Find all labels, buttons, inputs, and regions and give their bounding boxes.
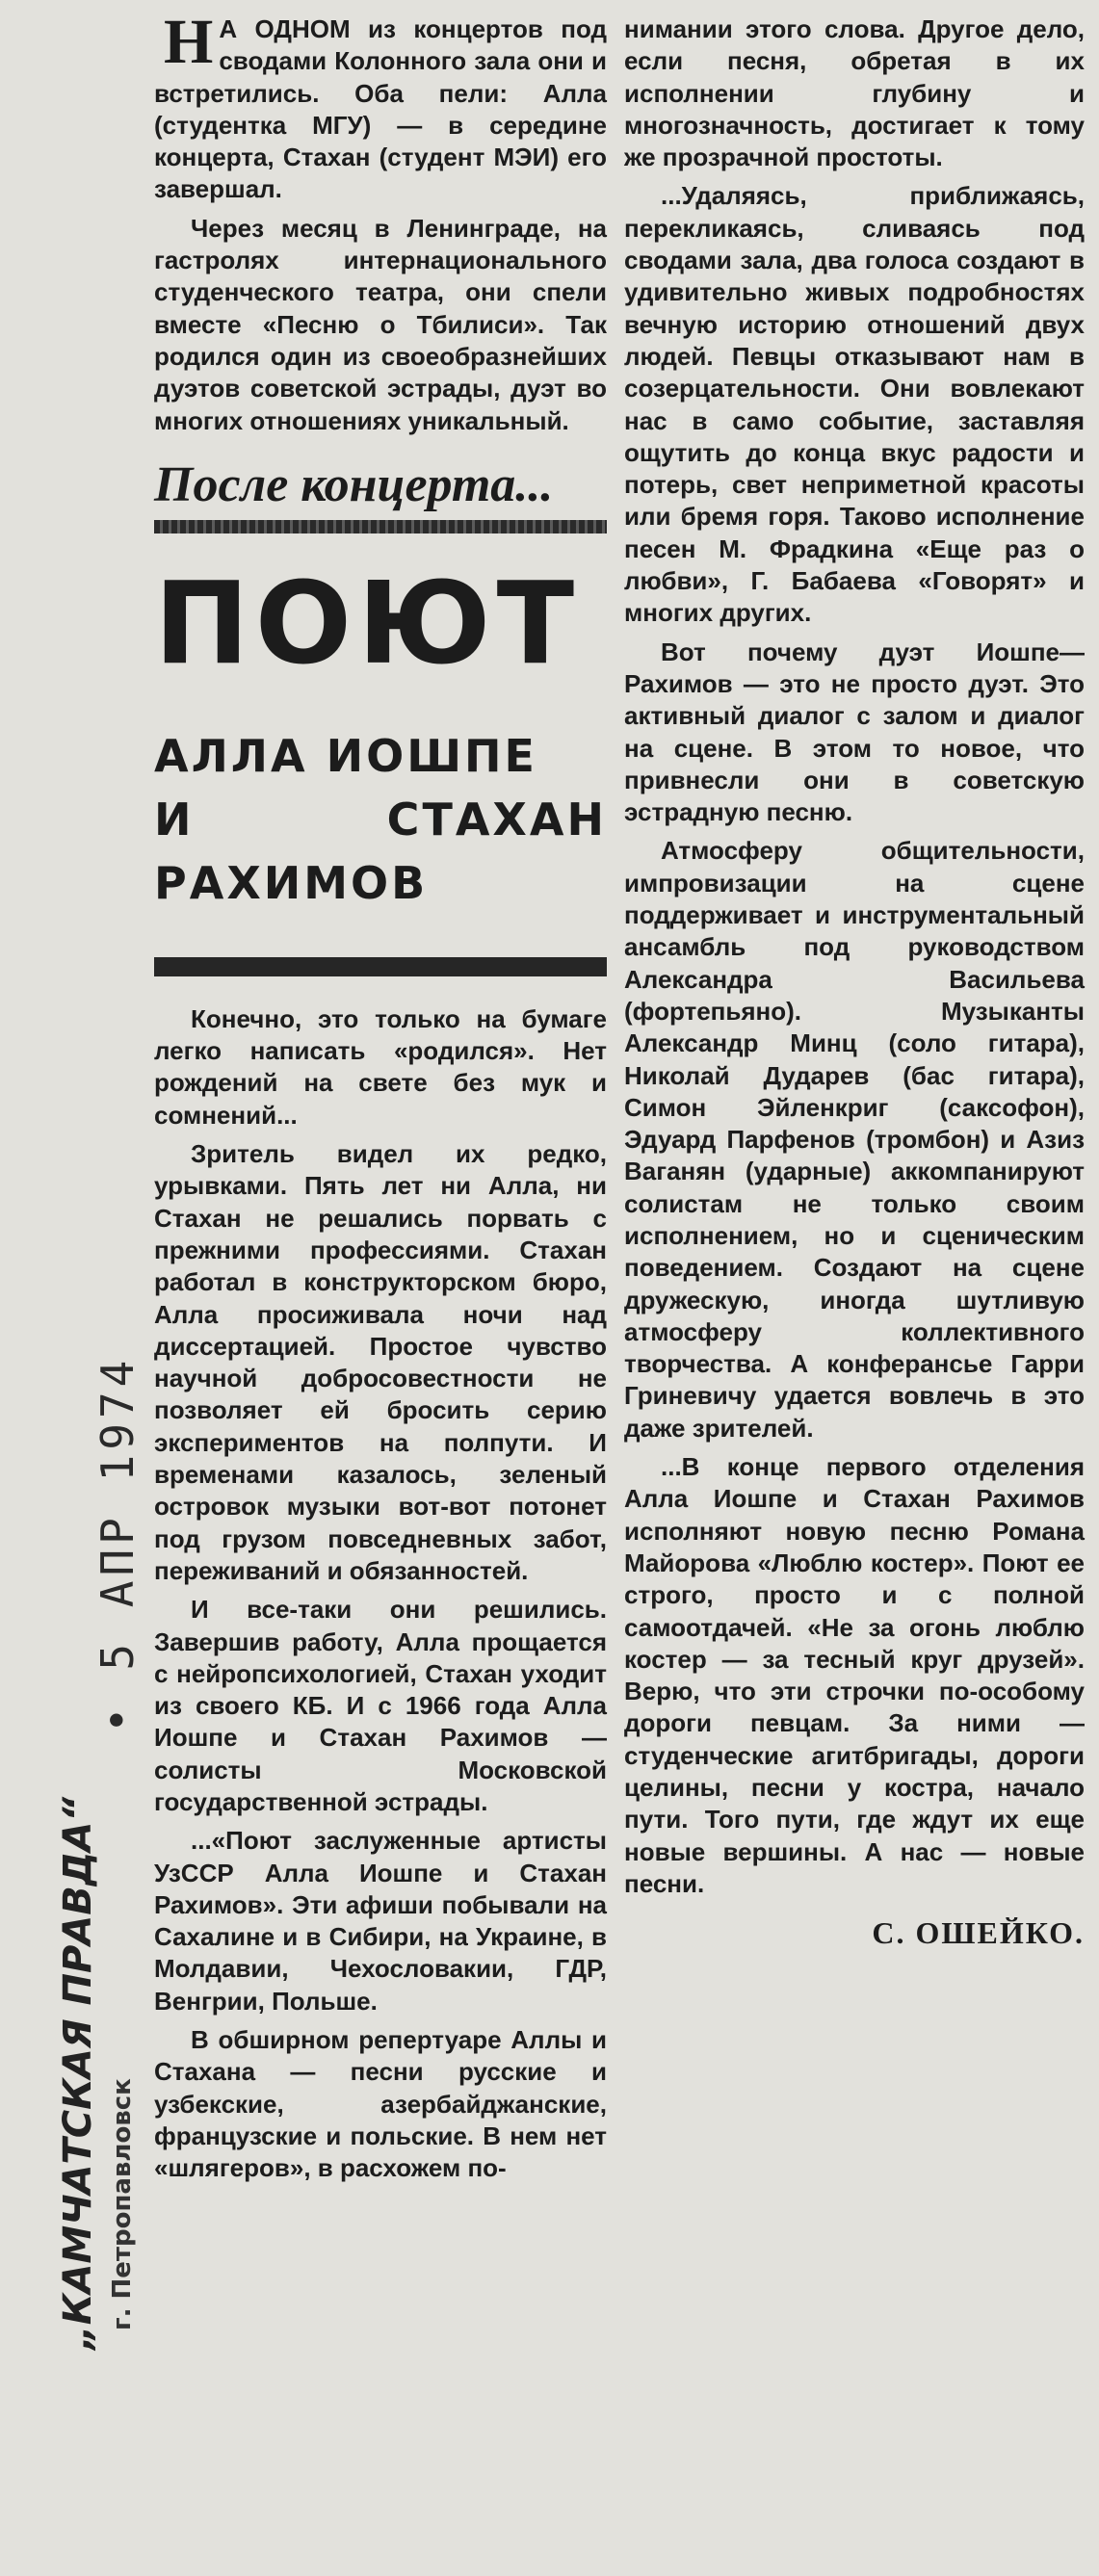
body-paragraph: Атмосферу общительности, импровизации на сцене поддерживает и инструментальный ансамбль под руководством Александра Васильева (фортепьяно). Музыканты Александр Минц (соло гитара), Николай Дударев (бас гитара), Симон Эйленкриг (саксофон), Эдуард Парфенов (тромбон) и Азиз Ваганян (ударные) аккомпанируют солистам не только своим исполнением, но и сценическим поведением. Создают на сцене дружескую, иногда шутливую атмосферу коллективного творчества. А конферансье Гарри Гриневичу удается вовлечь в это даже зрителей. — [624, 836, 1085, 1443]
subheadline-line-2: И СТАХАН РАХИМОВ — [154, 793, 607, 909]
stamp-date: • 5 АПР 1974 — [92, 1355, 144, 1733]
body-paragraph: Конечно, это только на бумаге легко написать «родился». Нет рождений на свете без мук и сомнений... — [154, 1003, 607, 1130]
stamp-city: г. Петропавловск — [108, 2078, 137, 2330]
body-paragraph: В обширном репертуаре Аллы и Стахана — песни русские и узбекские, азербайджанские, французские и польские. В нем нет «шлягеров», в расхожем по- — [154, 2025, 607, 2183]
body-paragraph: ...Удаляясь, приближаясь, перекликаясь, сливаясь под сводами зала, два голоса создают в удивительно живых подробностях вечную историю отношений двух людей. Певцы отказывают нам в созерцательности. Они вовлекают нас в само событие, заставляя ощутить до конца вкус радости и потерь, свет неприметной красоты или бремя горя. Таково исполнение песен М. Фрадкина «Еще раз о любви», Г. Бабаева «Говорят» и многих других. — [624, 181, 1085, 628]
body-paragraph: ...В конце первого отделения Алла Иошпе и Стахан Рахимов исполняют новую песню Романа Майорова «Люблю костер». Поют ее строго, просто и с полной самоотдачей. «Не за огонь люблю костер — за тесный круг друзей». Верю, что эти строчки по-особому дороги певцам. За ними — студенческие агитбригады, дороги целины, песни у костра, начало пути. Того пути, где ждут их еще новые вершины. А нас — новые песни. — [624, 1452, 1085, 1898]
body-paragraph: Вот почему дуэт Иошпе—Рахимов — это не просто дуэт. Это активный диалог с залом и диалог на сцене. В этом то новое, что привнесли они в советскую эстрадную песню. — [624, 637, 1085, 827]
body-paragraph: нимании этого слова. Другое дело, если песня, обретая в их исполнении глубину и многозначность, достигает к тому же прозрачной простоты. — [624, 14, 1085, 172]
rubric-title: После концерта... — [154, 456, 554, 512]
archive-stamp — [0, 0, 144, 2576]
article-heading — [154, 456, 607, 976]
heading-divider — [154, 957, 607, 976]
intro-text-1: А ОДНОМ из концертов под сводами Колонного зала они и встретились. Оба пели: Алла (студентка МГУ) — в середине концерта, Стахан (студент МЭИ) его завершал. — [154, 14, 607, 204]
stamp-newspaper-name: „КАМЧАТСКАЯ ПРАВДА“ — [56, 1796, 100, 2350]
headline: ПОЮТ — [154, 556, 581, 690]
author-signature: С. ОШЕЙКО. — [872, 1915, 1085, 1951]
body-paragraph: Зритель видел их редко, урывками. Пять лет ни Алла, ни Стахан не решались порвать с прежними профессиями. Стахан работал в конструкторском бюро, Алла просиживала ночи над диссертацией. Простое чувство научной добросовестности не позволяет ей бросить серию экспериментов на полпути. И временами казалось, зеленый островок музыки вот-вот потонет под грузом повседневных забот, переживаний и обязанностей. — [154, 1139, 607, 1585]
rubric-divider — [154, 520, 607, 533]
body-paragraph: И все-таки они решились. Завершив работу, Алла прощается с нейропсихологией, Стахан уходит из своего КБ. И с 1966 года Алла Иошпе и Стахан Рахимов — солисты Московской государственной эстрады. — [154, 1595, 607, 1816]
subheadline-line-1: АЛЛА ИОШПЕ — [154, 729, 537, 782]
intro-paragraph-2: Через месяц в Ленинграде, на гастролях интернационального студенческого театра, они спели вместе «Песню о Тбилиси». Так родился один из своеобразнейших дуэтов советской эстрады, дуэт во многих отношениях уникальный. — [154, 213, 607, 435]
drop-cap: Н — [164, 7, 214, 77]
body-paragraph: ...«Поют заслуженные артисты УзССР Алла Иошпе и Стахан Рахимов». Эти афиши побывали на Сахалине и в Сибири, на Украине, в Молдавии, Чехословакии, ГДР, Венгрии, Польше. — [154, 1826, 607, 2016]
article-column-1 — [154, 7, 607, 2192]
intro-paragraph-1 — [154, 7, 607, 206]
article-column-2 — [624, 13, 1085, 1950]
